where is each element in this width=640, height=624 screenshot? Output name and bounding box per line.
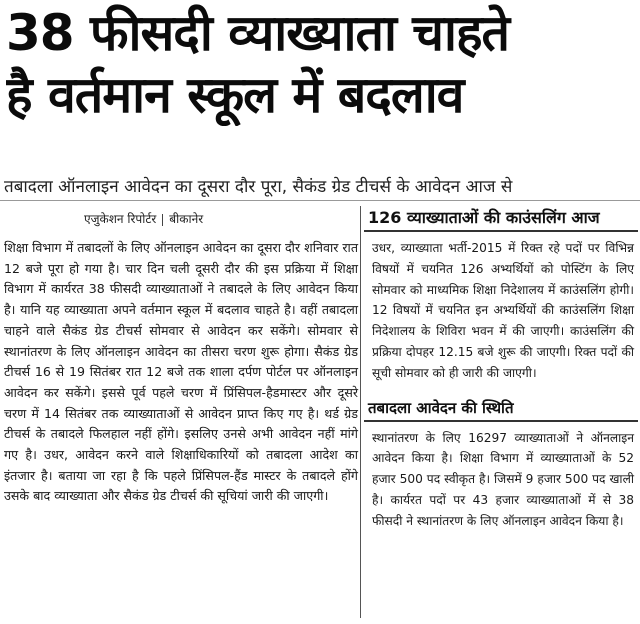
byline: [84, 210, 203, 227]
sidebar-column: [364, 206, 638, 532]
headline: [6, 2, 636, 126]
byline-separator: [162, 214, 163, 226]
headline-line-2: है वर्तमान स्कूल में बदलाव: [6, 66, 464, 124]
column-divider: [360, 206, 361, 618]
transfer-status-box-text: स्थानांतरण के लिए 16297 व्याख्याताओं ने ऑनलाइन आवेदन किया है। शिक्षा विभाग में व्याख्याताओं के 52 हजार 500 पद स्वीकृत है। जिसमें 9 हजार 500 पद खाली है। कार्यरत पदों पर 43 हजार व्याख्याताओं में से 38 फीसदी ने स्थानांतरण के लिए ऑनलाइन आवेदन किया है।: [372, 430, 634, 528]
counseling-box-text: उधर, व्याख्याता भर्ती-2015 में रिक्त रहे पदों पर विभिन्न विषयों में चयनित 126 अभ्यर्थियों को पोस्टिंग के लिए सोमवार को माध्यमिक शिक्षा निदेशालय में काउंसलिंग होगी। 12 विषयों में चयनित इन अभ्यर्थियों की काउंसलिंग शिक्षा निदेशालय के शिविरा भवन में की जाएगी। काउंसलिंग की प्रक्रिया दोपहर 12.15 बजे शुरू की जाएगी। रिक्त पदों की सूची सोमवार को ही जारी की जाएगी।: [372, 241, 634, 380]
transfer-status-box-title: तबादला आवेदन की स्थिति: [364, 396, 638, 422]
section-divider: [0, 200, 640, 201]
byline-author: एजुकेशन रिपोर्टर: [84, 212, 157, 226]
main-article-text: शिक्षा विभाग में तबादलों के लिए ऑनलाइन आवेदन का दूसरा दौर शनिवार रात 12 बजे पूरा हो गया है। चार दिन चली दूसरी दौर की इस प्रक्रिया में शिक्षा विभाग में कार्यरत 38 फीसदी व्याख्याताओं ने तबादले के लिए आवेदन किया है। यानि यह व्याख्याता अपने वर्तमान स्कूल में बदलाव चाहते है। वहीं तबादला चाहने वाले सैकंड ग्रेड टीचर्स सोमवार से आवेदन कर सकेंगे। सोमवार से स्थानांतरण के लिए ऑनलाइन आवेदन का तीसरा चरण शुरू होगा। सैकंड ग्रेड टीचर्स 16 से 19 सितंबर रात 12 बजे तक शाला दर्पण पोर्टल पर ऑनलाइन आवेदन कर सकेंगे। इससे पूर्व पहले चरण में प्रिंसिपल-हैडमास्टर और दूसरे चरण में 14 सितंबर तक व्याख्याताओं से आवेदन प्राप्त किए गए है। थर्ड ग्रेड टीचर्स के तबादले फिलहाल नहीं होंगे। इसलिए उनसे अभी आवेदन नहीं मांगे गए है। उधर, आवेदन करने वाले शिक्षाधिकारियों को तबादला आदेश का इंतजार है। बताया जा रहा है कि पहले प्रिंसिपल-हैंड मास्टर के तबादले होंगे उसके बाद व्याख्याता और सैकंड ग्रेड टीचर्स की सूचियां जारी की जाएगी।: [4, 240, 358, 504]
counseling-box-title: 126 व्याख्याताओं की काउंसलिंग आज: [364, 206, 638, 232]
headline-line-1: 38 फीसदी व्याख्याता चाहते: [6, 4, 510, 62]
byline-place: बीकानेर: [169, 212, 204, 226]
subheadline: तबादला ऑनलाइन आवेदन का दूसरा दौर पूरा, सैकंड ग्रेड टीचर्स के आवेदन आज से: [4, 177, 513, 197]
